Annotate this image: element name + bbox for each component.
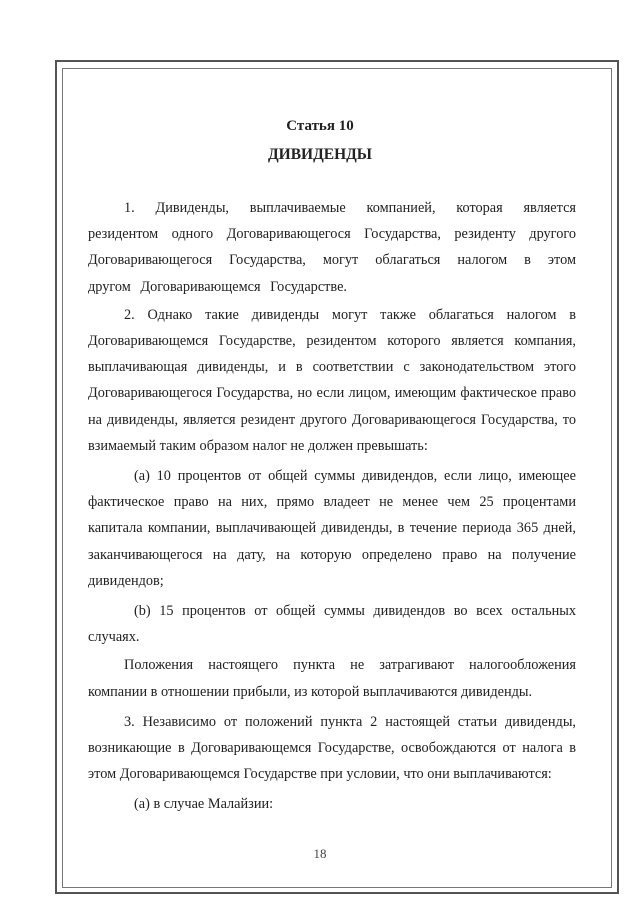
- paragraph-2-item-b: (b) 15 процентов от общей суммы дивидендов во всех остальных случаях.: [88, 603, 576, 646]
- paragraph-3: 3. Независимо от положений пункта 2 настоящей статьи дивиденды, возникающие в Договаривающемся Государстве, освобождаются от налога в этом Договаривающемся Государстве при условии, что они выплачиваются:: [88, 713, 576, 783]
- page-number: 18: [313, 846, 327, 861]
- paragraph-2-item-a: (a) 10 процентов от общей суммы дивидендов, если лицо, имеющее фактическое право на них, прямо владеет не менее чем 25 процентами капитала компании, выплачивающей дивиденды, в течение периода 365 дней, заканчивающегося на дату, на которую определено право на получение дивидендов;: [88, 468, 576, 589]
- paragraph-1: 1. Дивиденды, выплачиваемые компанией, которая является резидентом одного Договаривающегося Государства, резиденту другого Договаривающегося Государства, могут облагаться налогом в этом другом Договаривающемся Государстве.: [88, 200, 576, 295]
- paragraph-2: 2. Однако такие дивиденды могут также облагаться налогом в Договаривающемся Государстве, резидентом которого является компания, выплачивающая дивиденды, и в соответствии с законодательством этого Договаривающегося Государства, но если лицом, имеющим фактическое право на дивиденды, является резидент другого Договаривающегося Государства, то взимаемый таким образом налог не должен превышать:: [88, 306, 576, 454]
- paragraph-2-closing: Положения настоящего пункта не затрагивают налогообложения компании в отношении прибыли, из которой выплачиваются дивиденды.: [88, 657, 576, 700]
- article-title: ДИВИДЕНДЫ: [267, 146, 373, 163]
- paragraph-3-item-a: (a) в случае Малайзии:: [134, 796, 274, 813]
- article-number: Статья 10: [286, 118, 354, 134]
- article-body: [88, 195, 576, 818]
